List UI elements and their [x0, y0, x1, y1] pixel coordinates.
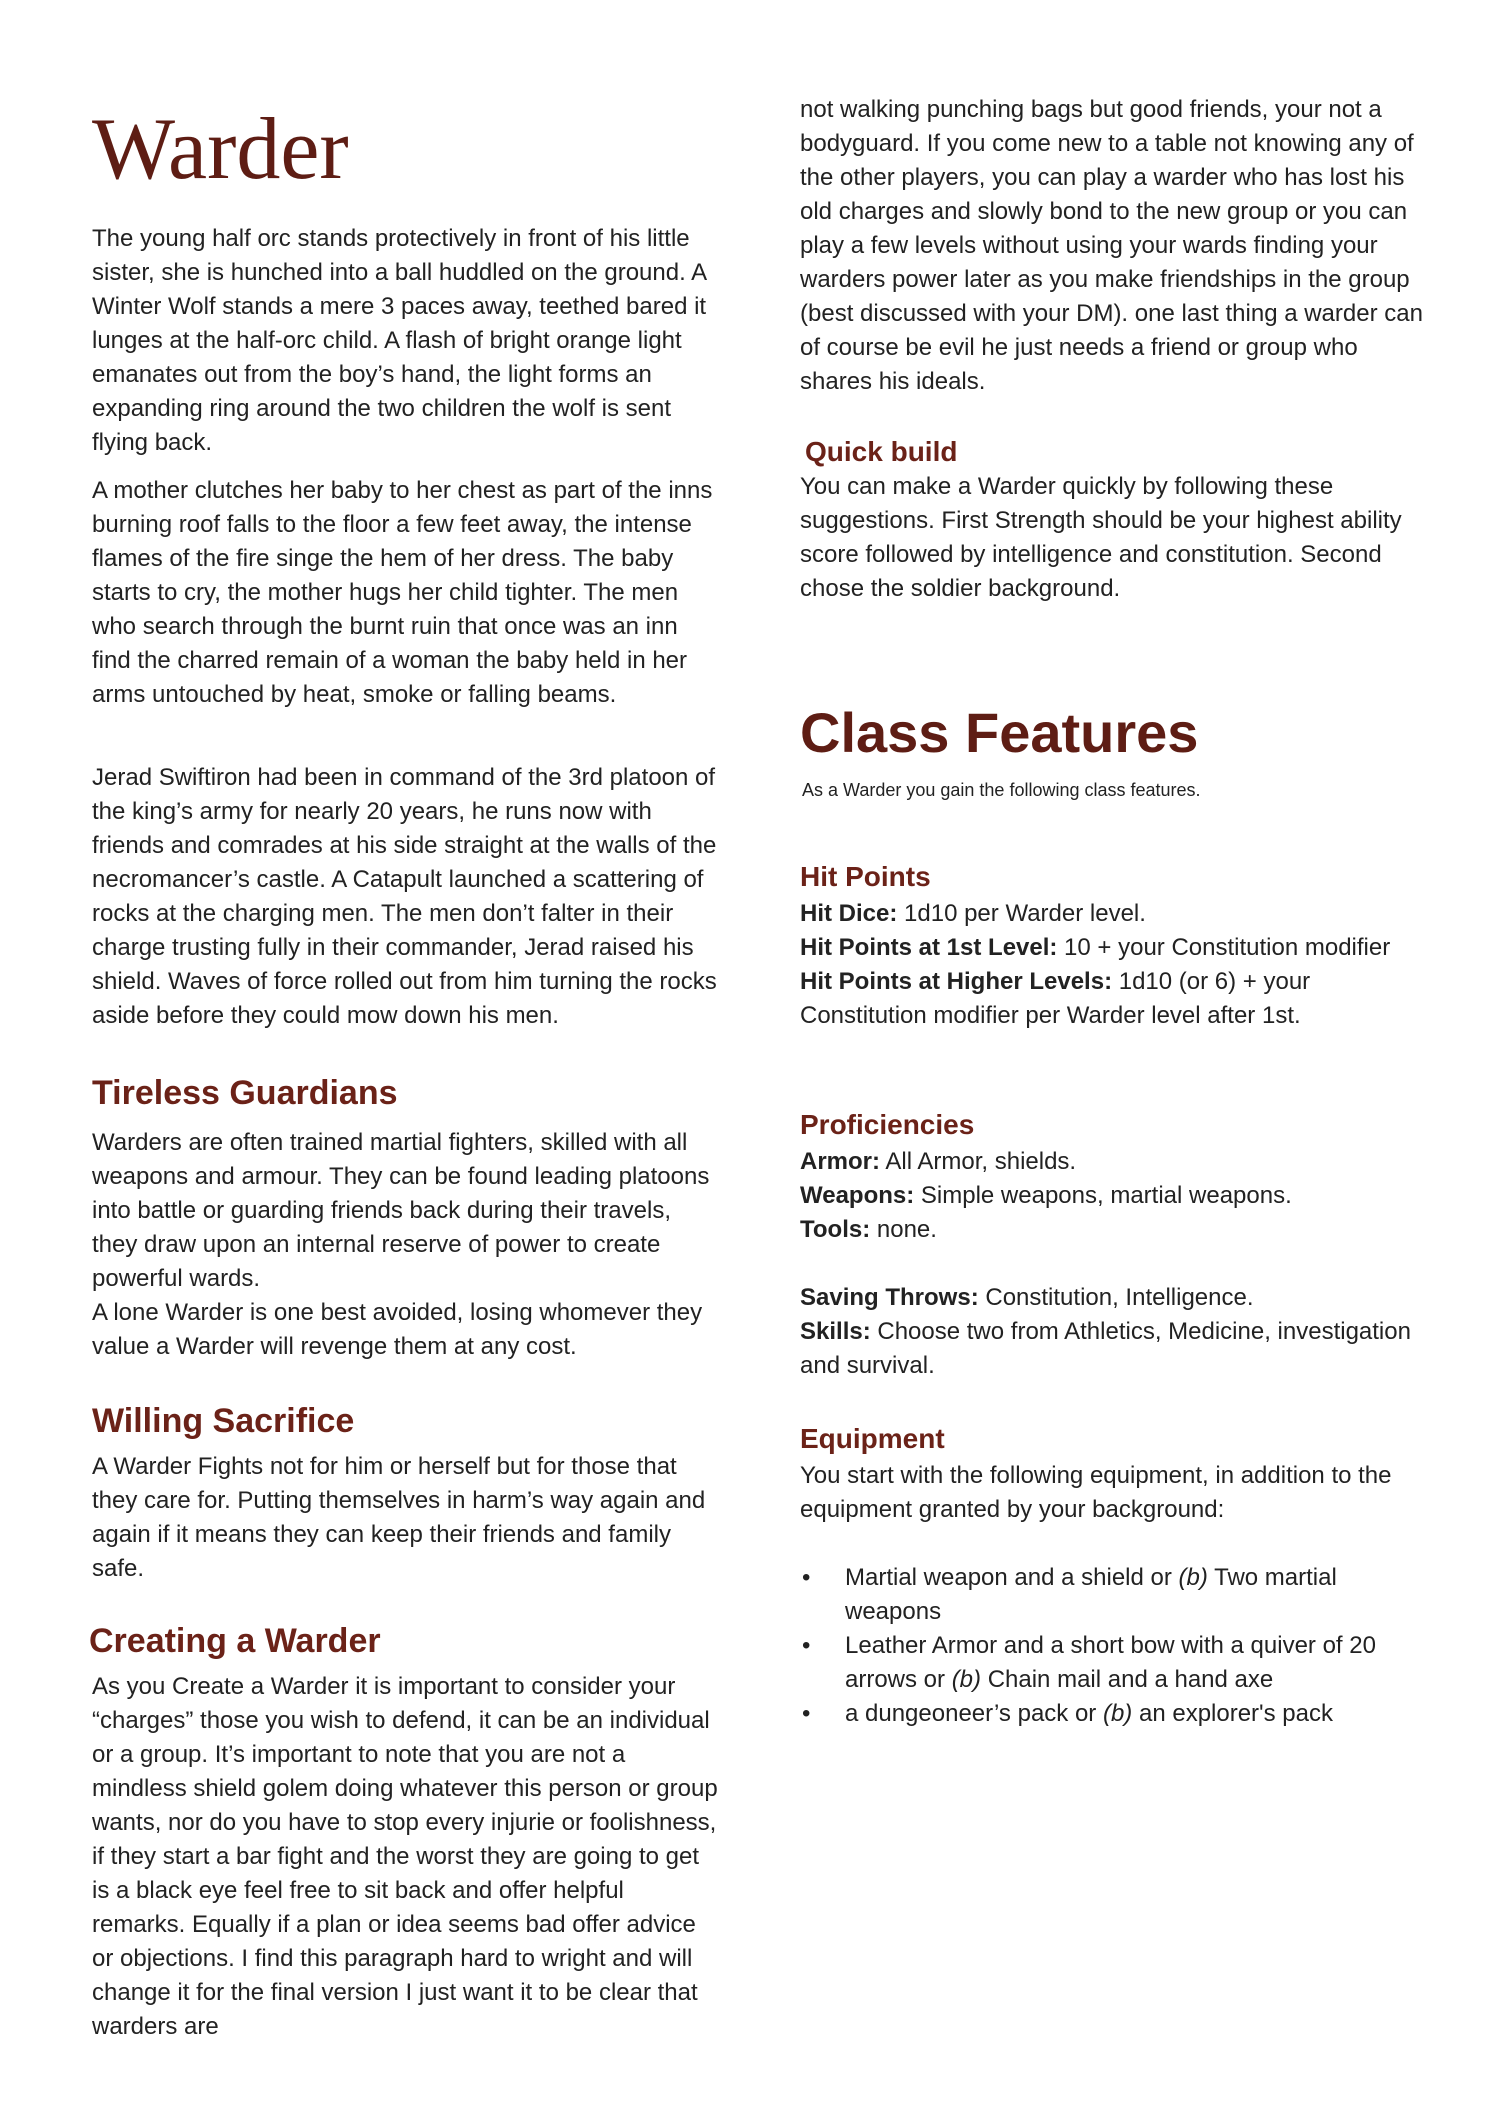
- hit-dice-value: 1d10 per Warder level.: [897, 900, 1146, 927]
- quick-build-paragraph: You can make a Warder quickly by following these suggestions. First Strength should be your highest ability score followed by intelligence and constitution. Second chose the soldier background.: [800, 473, 1402, 602]
- hit-dice-label: Hit Dice:: [800, 900, 898, 927]
- page-title: Warder: [92, 101, 349, 198]
- tireless-guardians-paragraph-2: A lone Warder is one best avoided, losing whomever they value a Warder will revenge them at any cost.: [92, 1299, 703, 1360]
- equipment-item-text-alt: Chain mail and a hand axe: [981, 1666, 1274, 1693]
- equipment-heading: Equipment: [800, 1423, 945, 1454]
- creating-a-warder-heading: Creating a Warder: [89, 1622, 381, 1660]
- intro-paragraph-3: Jerad Swiftiron had been in command of the 3rd platoon of the king’s army for nearly 20 years, he runs now with friends and comrades at his side straight at the walls of the necromancer’s castle. A Catapult launched a scattering of rocks at the charging men. The men don’t falter in their charge trusting fully in their commander, Jerad raised his shield. Waves of force rolled out from him turning the rocks aside before they could mow down his men.: [92, 764, 717, 1029]
- hit-points-block: [800, 897, 1420, 1033]
- hit-points-higher-label: Hit Points at Higher Levels:: [800, 968, 1113, 995]
- weapons-value: Simple weapons, martial weapons.: [914, 1182, 1292, 1209]
- bullet-icon: •: [802, 1632, 811, 1659]
- hit-dice-line: [800, 897, 1420, 931]
- equipment-item-option: (b): [1178, 1564, 1208, 1591]
- quick-build-heading: Quick build: [805, 436, 958, 467]
- list-item: [800, 1629, 1400, 1697]
- hit-points-first-line: [800, 931, 1420, 965]
- tools-label: Tools:: [800, 1216, 871, 1243]
- continued-paragraph: not walking punching bags but good friends, your not a bodyguard. If you come new to a table not knowing any of the other players, you can play a warder who has lost his old charges and slowly bond to the new group or you can play a few levels without using your wards finding your warders power later as you make friendships in the group (best discussed with your DM). one last thing a warder can of course be evil he just needs a friend or group who shares his ideals.: [800, 96, 1423, 395]
- hit-points-first-label: Hit Points at 1st Level:: [800, 934, 1058, 961]
- weapons-line: [800, 1179, 1420, 1213]
- proficiencies-block: [800, 1145, 1420, 1383]
- hit-points-first-value: 10 + your Constitution modifier: [1057, 934, 1391, 961]
- armor-label: Armor:: [800, 1148, 881, 1175]
- list-item: [800, 1561, 1400, 1629]
- class-features-intro: As a Warder you gain the following class features.: [802, 780, 1201, 800]
- armor-value: All Armor, shields.: [880, 1148, 1077, 1175]
- equipment-item-option: (b): [951, 1666, 982, 1693]
- bullet-icon: •: [802, 1564, 811, 1591]
- equipment-item-text-alt: an explorer's pack: [1132, 1700, 1333, 1727]
- list-item: [800, 1697, 1400, 1731]
- hit-points-higher-value: 1d10 (or 6) + your Constitution modifier per Warder level after 1st.: [800, 968, 1311, 1029]
- equipment-item-text: a dungeoneer’s pack or: [845, 1700, 1103, 1727]
- tools-line: [800, 1213, 1420, 1247]
- armor-line: [800, 1145, 1420, 1179]
- proficiencies-heading: Proficiencies: [800, 1109, 975, 1140]
- hit-points-heading: Hit Points: [800, 861, 931, 892]
- intro-paragraph-1: The young half orc stands protectively in front of his little sister, she is hunched into a ball huddled on the ground. A Winter Wolf stands a mere 3 paces away, teethed bared it lunges at the half-orc child. A flash of bright orange light emanates out from the boy’s hand, the light forms an expanding ring around the two children the wolf is sent flying back.: [92, 225, 707, 456]
- equipment-intro: You start with the following equipment, in addition to the equipment granted by your background:: [800, 1462, 1392, 1523]
- willing-sacrifice-heading: Willing Sacrifice: [92, 1402, 355, 1440]
- saving-throws-value: Constitution, Intelligence.: [978, 1284, 1254, 1311]
- equipment-item-text-alt: Two martial weapons: [845, 1564, 1337, 1625]
- creating-a-warder-paragraph: As you Create a Warder it is important to consider your “charges” those you wish to defend, it can be an individual or a group. It’s important to note that you are not a mindless shield golem doing whatever this person or group wants, nor do you have to stop every injurie or foolishness, if they start a bar fight and the worst they are going to get is a black eye feel free to sit back and offer helpful remarks. Equally if a plan or idea seems bad offer advice or objections. I find this paragraph hard to wright and will change it for the final version I just want it to be clear that warders are: [92, 1673, 718, 2040]
- bullet-icon: •: [802, 1700, 811, 1727]
- willing-sacrifice-paragraph: A Warder Fights not for him or herself but for those that they care for. Putting themselves in harm’s way again and again if it means they can keep their friends and family safe.: [92, 1453, 706, 1582]
- class-features-heading: Class Features: [800, 701, 1199, 764]
- tireless-guardians-paragraph: Warders are often trained martial fighters, skilled with all weapons and armour. They can be found leading platoons into battle or guarding friends back during their travels, they draw upon an internal reserve of power to create powerful wards.: [92, 1129, 710, 1292]
- saving-throws-label: Saving Throws:: [800, 1284, 979, 1311]
- skills-value: Choose two from Athletics, Medicine, investigation and survival.: [800, 1318, 1411, 1379]
- skills-line: [800, 1315, 1420, 1383]
- weapons-label: Weapons:: [800, 1182, 915, 1209]
- skills-label: Skills:: [800, 1318, 871, 1345]
- tools-value: none.: [870, 1216, 937, 1243]
- saving-throws-line: [800, 1281, 1420, 1315]
- intro-paragraph-2: A mother clutches her baby to her chest as part of the inns burning roof falls to the floor a few feet away, the intense flames of the fire singe the hem of her dress. The baby starts to cry, the mother hugs her child tighter. The men who search through the burnt ruin that once was an inn find the charred remain of a woman the baby held in her arms untouched by heat, smoke or falling beams.: [92, 477, 713, 708]
- equipment-item-option: (b): [1102, 1700, 1133, 1727]
- equipment-list: [800, 1561, 1400, 1731]
- equipment-item-text: Leather Armor and a short bow with a quiver of 20 arrows or: [845, 1632, 1376, 1693]
- equipment-item-text: Martial weapon and a shield or: [845, 1564, 1179, 1591]
- hit-points-higher-line: [800, 965, 1420, 1033]
- tireless-guardians-heading: Tireless Guardians: [92, 1074, 398, 1112]
